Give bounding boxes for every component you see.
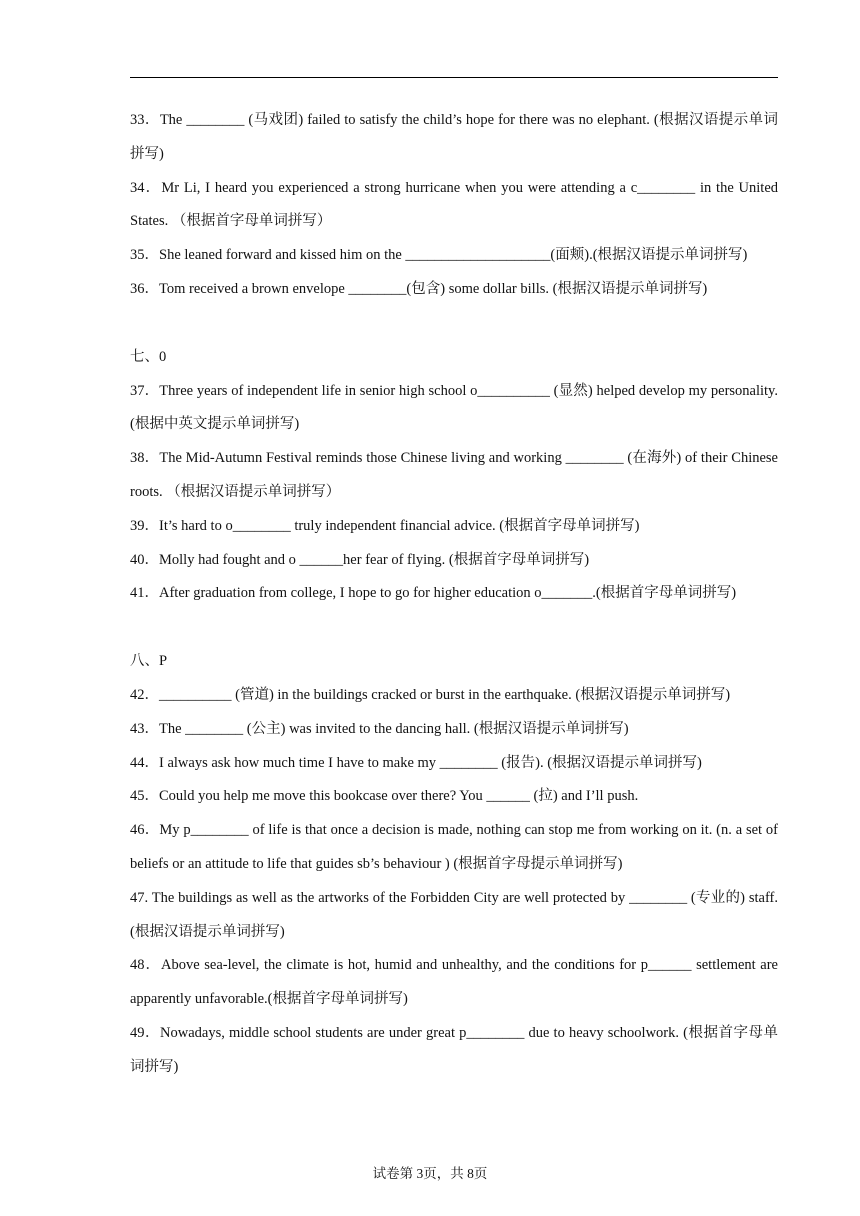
section-8 xyxy=(130,645,778,1084)
question-text: Nowadays, middle school students are under great p________ due to heavy schoolwork. (根据首字母单词拼写) xyxy=(130,1024,778,1075)
question-47 xyxy=(130,882,778,950)
question-48 xyxy=(130,949,778,1017)
question-37 xyxy=(130,375,778,443)
question-number: 43． xyxy=(130,720,159,737)
question-text: __________ (管道) in the buildings cracked or burst in the earthquake. (根据汉语提示单词拼写) xyxy=(159,686,731,703)
question-text: She leaned forward and kissed him on the ____________________(面颊).(根据汉语提示单词拼写) xyxy=(159,247,748,264)
question-40 xyxy=(130,544,778,578)
question-text: It’s hard to o________ truly independent financial advice. (根据首字母单词拼写) xyxy=(159,517,640,534)
question-text: After graduation from college, I hope to go for higher education o_______.(根据首字母单词拼写) xyxy=(159,585,737,602)
question-number: 47. xyxy=(130,889,152,906)
section-continued xyxy=(130,104,778,307)
question-number: 40． xyxy=(130,551,159,568)
question-number: 36． xyxy=(130,280,159,297)
question-number: 44． xyxy=(130,754,159,771)
question-number: 34． xyxy=(130,179,162,196)
question-43 xyxy=(130,713,778,747)
question-text: The ________ (公主) was invited to the dancing hall. (根据汉语提示单词拼写) xyxy=(159,720,629,737)
question-33 xyxy=(130,104,778,172)
page-footer: 试卷第 3页，共 8页 xyxy=(372,1166,488,1181)
question-text: The Mid-Autumn Festival reminds those Chinese living and working ________ (在海外) of their Chinese roots. （根据汉语提示单词拼写） xyxy=(130,450,778,500)
question-text: Tom received a brown envelope ________(包含) some dollar bills. (根据汉语提示单词拼写) xyxy=(159,280,708,297)
question-number: 33． xyxy=(130,112,160,128)
question-41 xyxy=(130,577,778,611)
question-number: 39． xyxy=(130,517,159,534)
question-36 xyxy=(130,273,778,307)
question-text: The buildings as well as the artworks of the Forbidden City are well protected by ________ (专业的) staff. (根据汉语提示单词拼写) xyxy=(130,889,778,940)
question-45 xyxy=(130,780,778,814)
question-number: 46． xyxy=(130,822,160,839)
question-list xyxy=(130,104,778,1085)
question-text: The ________ (马戏团) failed to satisfy the child’s hope for there was no elephant. (根据汉语提示单词拼写) xyxy=(130,112,778,162)
question-46 xyxy=(130,814,778,882)
question-number: 45． xyxy=(130,788,159,805)
question-number: 49． xyxy=(130,1024,161,1041)
question-text: I always ask how much time I have to make my ________ (报告). (根据汉语提示单词拼写) xyxy=(159,754,702,771)
question-text: Molly had fought and o ______her fear of flying. (根据首字母单词拼写) xyxy=(159,551,590,568)
question-39 xyxy=(130,510,778,544)
question-text: Could you help me move this bookcase over there? You ______ (拉) and I’ll push. xyxy=(159,788,639,805)
question-number: 37． xyxy=(130,382,160,399)
question-35 xyxy=(130,239,778,273)
question-number: 48． xyxy=(130,957,161,974)
question-text: Mr Li, I heard you experienced a strong hurricane when you were attending a c________ in the United States. （根据首字母单词拼写） xyxy=(130,179,779,230)
question-34 xyxy=(130,172,778,240)
question-text: Above sea-level, the climate is hot, humid and unhealthy, and the conditions for p______ settlement are apparently unfavorable.(根据首字母单词拼写) xyxy=(130,957,778,1008)
question-42 xyxy=(130,679,778,713)
question-text: Three years of independent life in senior high school o__________ (显然) helped develop my personality. (根据中英文提示单词拼写) xyxy=(130,382,778,433)
question-number: 38． xyxy=(130,450,160,467)
question-number: 41． xyxy=(130,585,159,602)
question-38 xyxy=(130,442,778,510)
section-title: 八、P xyxy=(130,653,168,670)
question-number: 35． xyxy=(130,247,159,264)
section-title: 七、0 xyxy=(130,348,167,365)
section-7 xyxy=(130,341,778,611)
question-number: 42． xyxy=(130,686,159,703)
question-44 xyxy=(130,747,778,781)
question-49 xyxy=(130,1017,778,1085)
header-rule xyxy=(130,77,778,78)
question-text: My p________ of life is that once a decision is made, nothing can stop me from working on it. (n. a set of beliefs or an attitude to life that guides sb’s behaviour ) (根据首字母提示单词拼写) xyxy=(130,822,778,872)
